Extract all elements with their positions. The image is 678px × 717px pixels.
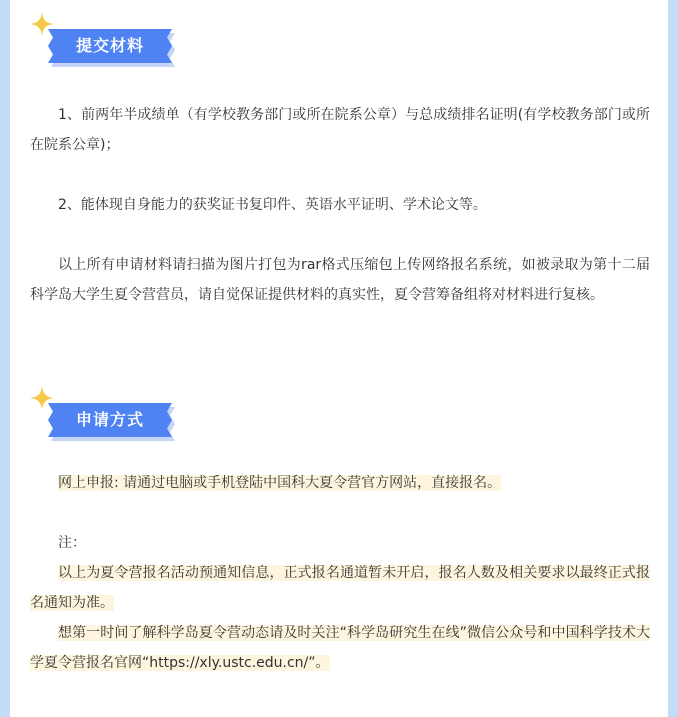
note-paragraph-1 xyxy=(30,558,650,618)
note-text-2: 想第一时间了解科学岛夏令营动态请及时关注“科学岛研究生在线”微信公众号和中国科学技术大学夏令营报名官网“https://xly.ustc.edu.cn/”。 xyxy=(30,625,650,671)
online-application-paragraph xyxy=(30,468,650,498)
note-paragraph-2 xyxy=(30,618,650,678)
paragraph-item-3: 以上所有申请材料请扫描为图片打包为rar格式压缩包上传网络报名系统，如被录取为第十二届科学岛大学生夏令营营员，请自觉保证提供材料的真实性，夏令营筹备组将对材料进行复核。 xyxy=(30,257,650,303)
paragraph-item-1: 1、前两年半成绩单（有学校教务部门或所在院系公章）与总成绩排名证明(有学校教务部门或所在院系公章)； xyxy=(30,107,650,153)
section-tag xyxy=(48,29,174,65)
note-label: 注： xyxy=(58,535,86,551)
note-text-1: 以上为夏令营报名活动预通知信息，正式报名通道暂未开启，报名人数及相关要求以最终正式报名通知为准。 xyxy=(30,565,650,611)
section-tag xyxy=(48,403,174,439)
paragraph-item-2: 2、能体现自身能力的获奖证书复印件、英语水平证明、学术论文等。 xyxy=(58,197,487,213)
online-application-text: 网上申报: 请通过电脑或手机登陆中国科大夏令营官方网站，直接报名。 xyxy=(58,475,502,491)
section-title: 提交材料 xyxy=(75,36,144,55)
section-header-materials xyxy=(30,12,180,62)
section-header-application xyxy=(30,386,180,436)
section-title: 申请方式 xyxy=(75,410,144,429)
